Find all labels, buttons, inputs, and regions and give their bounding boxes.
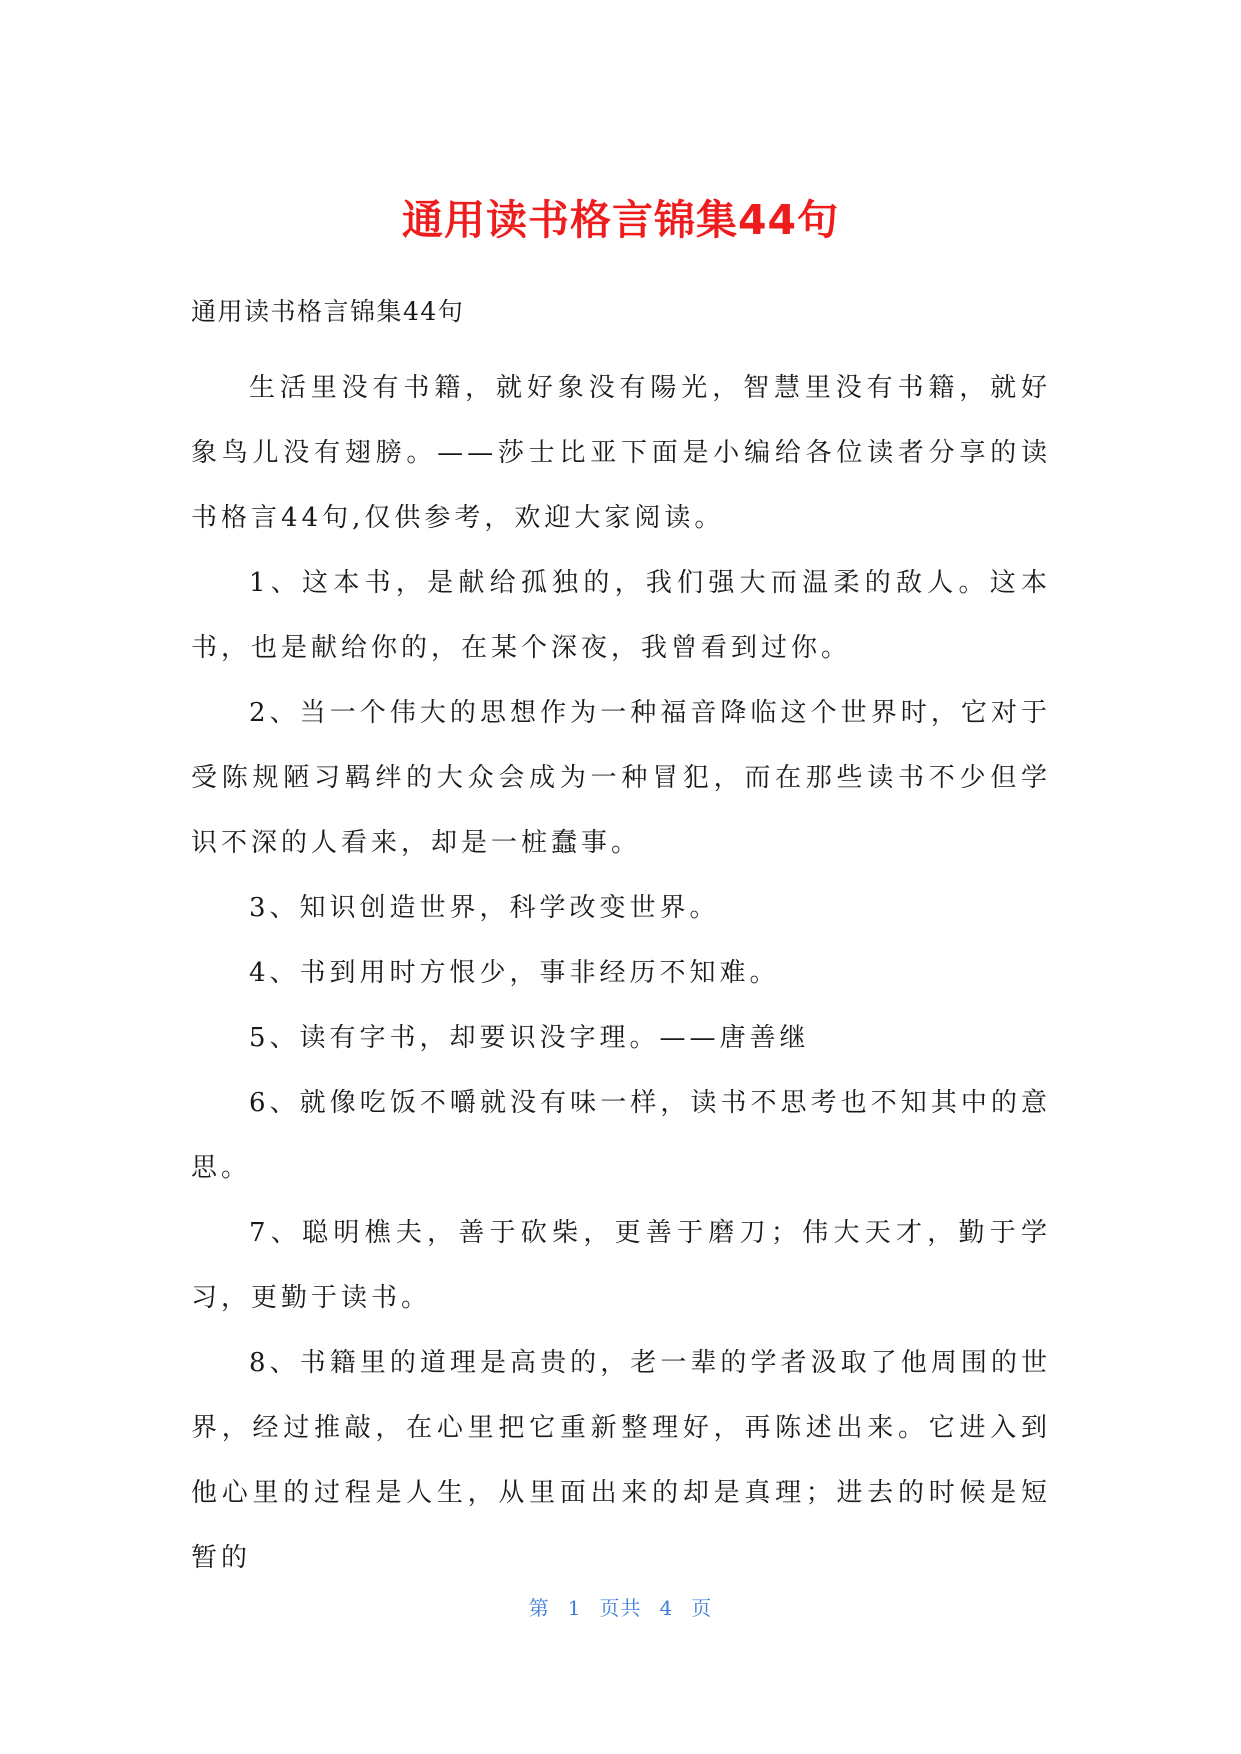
paragraph-quote-8: 8、书籍里的道理是高贵的，老一辈的学者汲取了他周围的世界，经过推敲，在心里把它重新整理好，再陈述出来。它进入到他心里的过程是人生，从里面出来的却是真理；进去的时候是短暂的 (191, 1348, 1051, 1573)
paragraph-quote-2: 2、当一个伟大的思想作为一种福音降临这个世界时，它对于受陈规陋习羁绊的大众会成为一种冒犯，而在那些读书不少但学识不深的人看来，却是一桩蠢事。 (191, 698, 1051, 858)
paragraph-quote-4: 4、书到用时方恨少，事非经历不知难。 (249, 958, 780, 988)
footer-total-pages: 4 (659, 1596, 674, 1620)
footer-current-page: 1 (567, 1596, 582, 1620)
paragraph-quote-6: 6、就像吃饭不嚼就没有味一样，读书不思考也不知其中的意思。 (191, 1088, 1051, 1183)
footer-label-suffix: 页 (691, 1596, 713, 1620)
paragraph-quote-1: 1、这本书，是献给孤独的，我们强大而温柔的敌人。这本书，也是献给你的，在某个深夜，我曾看到过你。 (191, 568, 1051, 663)
paragraph-quote-7: 7、聪明樵夫，善于砍柴，更善于磨刀；伟大天才，勤于学习，更勤于读书。 (191, 1218, 1051, 1313)
document-body (191, 356, 1051, 1591)
page-footer (0, 1592, 1241, 1621)
paragraph-intro: 生活里没有书籍，就好象没有陽光，智慧里没有书籍，就好象鸟儿没有翅膀。——莎士比亚下面是小编给各位读者分享的读书格言44句,仅供参考，欢迎大家阅读。 (191, 373, 1051, 533)
paragraph-quote-3: 3、知识创造世界，科学改变世界。 (249, 893, 720, 923)
paragraph-quote-5: 5、读有字书，却要识没字理。——唐善继 (249, 1023, 810, 1053)
footer-label-page: 第 (528, 1596, 550, 1620)
document-subtitle: 通用读书格言锦集44句 (191, 297, 465, 326)
footer-label-total: 页共 (599, 1596, 642, 1620)
document-title: 通用读书格言锦集44句 (401, 196, 840, 244)
